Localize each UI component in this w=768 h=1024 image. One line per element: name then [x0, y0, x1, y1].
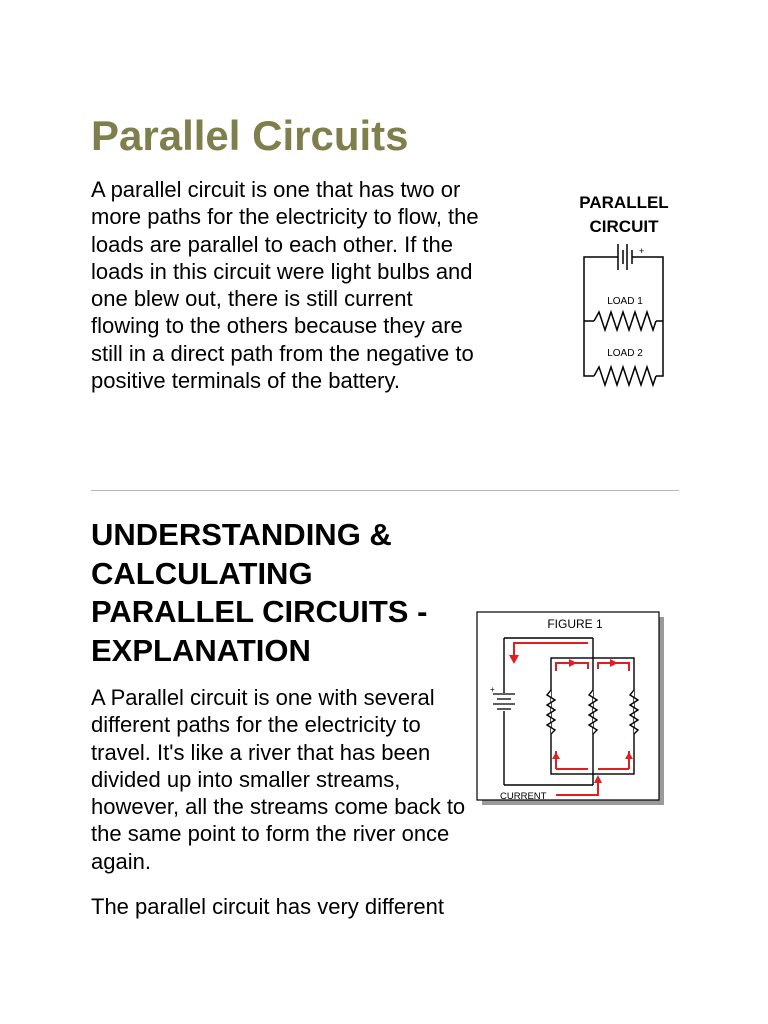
diagram-title-line1: PARALLEL: [579, 193, 669, 212]
load1-label: LOAD 1: [607, 296, 643, 307]
figure-1-diagram: [476, 611, 666, 807]
section-heading: UNDERSTANDING & CALCULATING PARALLEL CIRCUITS - EXPLANATION: [91, 517, 428, 668]
figure-title: FIGURE 1: [547, 617, 603, 631]
current-label: CURRENT: [500, 791, 547, 802]
load1-resistor: [594, 312, 656, 330]
page-title: Parallel Circuits: [91, 112, 409, 159]
diagram-title-line2: CIRCUIT: [589, 217, 659, 236]
parallel-circuit-diagram: [570, 188, 680, 388]
battery-symbol: [618, 244, 632, 270]
load2-label: LOAD 2: [607, 348, 643, 359]
continued-paragraph: The parallel circuit has very different: [91, 894, 444, 919]
explanation-paragraph: A Parallel circuit is one with several different paths for the electricity to travel. It's like a river that has been divided up into smaller streams, however, all the streams come back to the same point to form the river once again.: [91, 685, 466, 874]
load2-resistor: [594, 367, 656, 385]
figure-battery-plus: +: [490, 685, 495, 694]
section-divider: [91, 490, 679, 491]
battery-plus: +: [639, 246, 645, 256]
intro-paragraph: A parallel circuit is one that has two or more paths for the electricity to flow, the loads are parallel to each other. If the loads in this circuit were light bulbs and one blew out, there is still current flowing to the others because they are still in a direct path from the negative to positive terminals of the battery.: [91, 177, 479, 394]
